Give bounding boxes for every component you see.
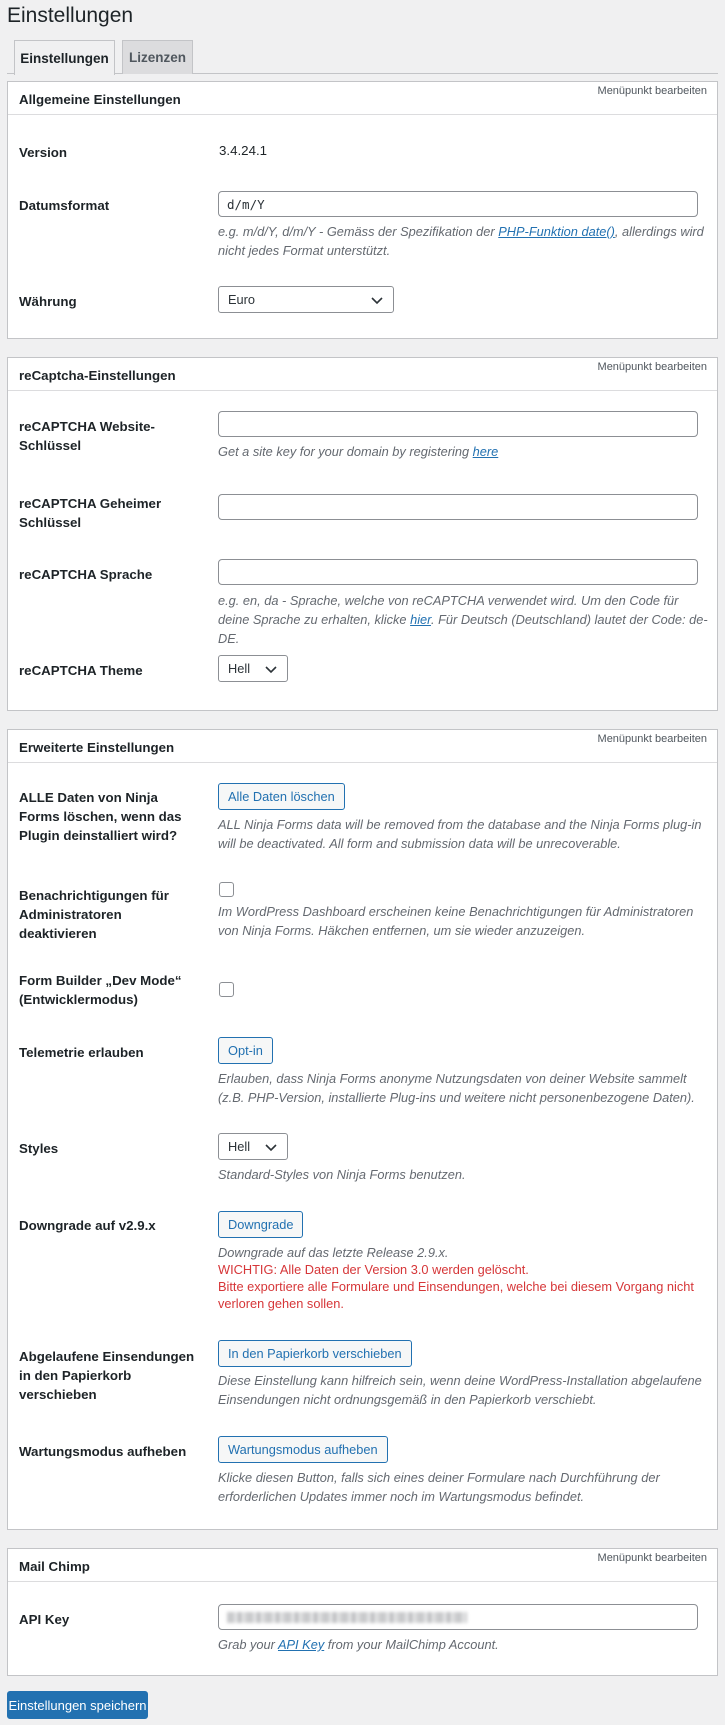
trash-description: Diese Einstellung kann hilfreich sein, wenn deine WordPress-Installation abgelaufene Einsendungen nicht ordnungsgemäß in den Papierkorb verschiebt. <box>218 1373 702 1407</box>
disable-admin-notices-checkbox[interactable] <box>219 882 234 897</box>
advanced-settings-panel <box>7 729 718 1530</box>
dev-mode-checkbox[interactable] <box>219 982 234 997</box>
panel-header <box>8 358 717 391</box>
page-title: Einstellungen <box>7 4 134 27</box>
styles-value: Hell <box>228 1139 251 1154</box>
admin-notices-description: Im WordPress Dashboard erscheinen keine Benachrichtigungen für Administratoren von Ninja Forms. Häkchen entfernen, um sie wieder anzuzeigen. <box>218 904 694 938</box>
site-key-label: reCAPTCHA Website-Schlüssel <box>19 419 155 453</box>
downgrade-export-warning: Bitte exportiere alle Formulare und Einsendungen, welche bei diesem Vorgang nicht verloren gehen sollen. <box>218 1279 694 1311</box>
delete-data-label: ALLE Daten von Ninja Forms löschen, wenn das Plugin deinstalliert wird? <box>19 790 182 843</box>
theme-label: reCAPTCHA Theme <box>19 663 143 678</box>
secret-key-label: reCAPTCHA Geheimer Schlüssel <box>19 496 162 530</box>
end-maintenance-button[interactable]: Wartungsmodus aufheben <box>218 1436 388 1463</box>
version-label: Version <box>19 145 68 160</box>
language-code-link[interactable]: hier <box>410 612 431 627</box>
site-key-description: Get a site key for your domain by registering here <box>218 444 499 459</box>
chevron-down-icon <box>264 1140 278 1154</box>
register-here-link[interactable]: here <box>472 444 499 459</box>
panel-title: reCaptcha-Einstellungen <box>19 368 176 383</box>
downgrade-label: Downgrade auf v2.9.x <box>19 1218 156 1233</box>
panel-header <box>8 1549 717 1582</box>
edit-menu-link[interactable]: Menüpunkt bearbeiten <box>597 85 707 97</box>
tab-lizenzen[interactable]: Lizenzen <box>122 40 193 74</box>
currency-label: Währung <box>19 294 77 309</box>
recaptcha-settings-panel <box>7 357 718 711</box>
save-settings-button[interactable]: Einstellungen speichern <box>7 1691 148 1719</box>
date-format-input[interactable] <box>218 191 698 217</box>
version-value: 3.4.24.1 <box>219 143 268 158</box>
currency-select[interactable] <box>218 286 394 313</box>
styles-description: Standard-Styles von Ninja Forms benutzen. <box>218 1167 466 1182</box>
tab-bar <box>7 40 718 74</box>
edit-menu-link[interactable]: Menüpunkt bearbeiten <box>597 733 707 745</box>
panel-header <box>8 730 717 763</box>
trash-submissions-label: Abgelaufene Einsendungen in den Papierkorb verschieben <box>19 1349 195 1402</box>
disable-admin-notices-label: Benachrichtigungen für Administratoren deaktivieren <box>19 888 169 941</box>
dev-mode-label: Form Builder „Dev Mode“ (Entwicklermodus) <box>19 973 182 1007</box>
delete-all-data-button[interactable]: Alle Daten löschen <box>218 783 345 810</box>
panel-title: Allgemeine Einstellungen <box>19 92 181 107</box>
chevron-down-icon <box>370 293 384 307</box>
styles-label: Styles <box>19 1141 59 1156</box>
api-key-description: Grab your API Key from your MailChimp Account. <box>218 1637 499 1652</box>
date-format-label: Datumsformat <box>19 198 110 213</box>
chevron-down-icon <box>264 662 278 676</box>
maintenance-description: Klicke diesen Button, falls sich eines deiner Formulare nach Durchführung der erforderlichen Updates immer noch im Wartungsmodus befindet. <box>218 1470 660 1504</box>
telemetry-description: Erlauben, dass Ninja Forms anonyme Nutzungsdaten von deiner Website sammelt (z.B. PHP-Version, installierte Plug-ins und weitere nicht personenbezogene Daten). <box>218 1071 695 1105</box>
panel-title: Erweiterte Einstellungen <box>19 740 175 755</box>
theme-value: Hell <box>228 661 251 676</box>
general-settings-panel <box>7 81 718 339</box>
edit-menu-link[interactable]: Menüpunkt bearbeiten <box>597 1552 707 1564</box>
mailchimp-panel <box>7 1548 718 1676</box>
site-key-input[interactable] <box>218 411 698 437</box>
styles-select[interactable] <box>218 1133 288 1160</box>
api-key-input[interactable] <box>218 1604 698 1630</box>
theme-select[interactable] <box>218 655 288 682</box>
api-key-label: API Key <box>19 1612 70 1627</box>
php-date-link[interactable]: PHP-Funktion date() <box>498 224 615 239</box>
language-label: reCAPTCHA Sprache <box>19 567 153 582</box>
currency-value: Euro <box>228 292 256 307</box>
panel-header <box>8 82 717 115</box>
edit-menu-link[interactable]: Menüpunkt bearbeiten <box>597 361 707 373</box>
downgrade-button[interactable]: Downgrade <box>218 1211 303 1238</box>
masked-api-key <box>227 1612 467 1623</box>
date-format-description: e.g. m/d/Y, d/m/Y - Gemäss der Spezifikation der PHP-Funktion date(), allerdings wird nicht jedes Format unterstützt. <box>218 224 704 258</box>
secret-key-input[interactable] <box>218 494 698 520</box>
panel-title: Mail Chimp <box>19 1559 90 1574</box>
downgrade-description: Downgrade auf das letzte Release 2.9.x. <box>218 1245 449 1260</box>
move-to-trash-button[interactable]: In den Papierkorb verschieben <box>218 1340 412 1367</box>
language-description: e.g. en, da - Sprache, welche von reCAPTCHA verwendet wird. Um den Code für deine Sprache zu erhalten, klicke hier. Für Deutsch (Deutschland) lautet der Code: de-DE. <box>218 593 708 646</box>
tab-einstellungen[interactable]: Einstellungen <box>14 40 115 75</box>
api-key-link[interactable]: API Key <box>277 1637 325 1652</box>
delete-data-description: ALL Ninja Forms data will be removed from the database and the Ninja Forms plug-in will be deactivated. All form and submission data will be unrecoverable. <box>218 817 702 851</box>
maintenance-label: Wartungsmodus aufheben <box>19 1444 187 1459</box>
downgrade-warning: WICHTIG: Alle Daten der Version 3.0 werden gelöscht. <box>218 1262 529 1277</box>
language-input[interactable] <box>218 559 698 585</box>
telemetry-opt-in-button[interactable]: Opt-in <box>218 1037 273 1064</box>
telemetry-label: Telemetrie erlauben <box>19 1045 144 1060</box>
